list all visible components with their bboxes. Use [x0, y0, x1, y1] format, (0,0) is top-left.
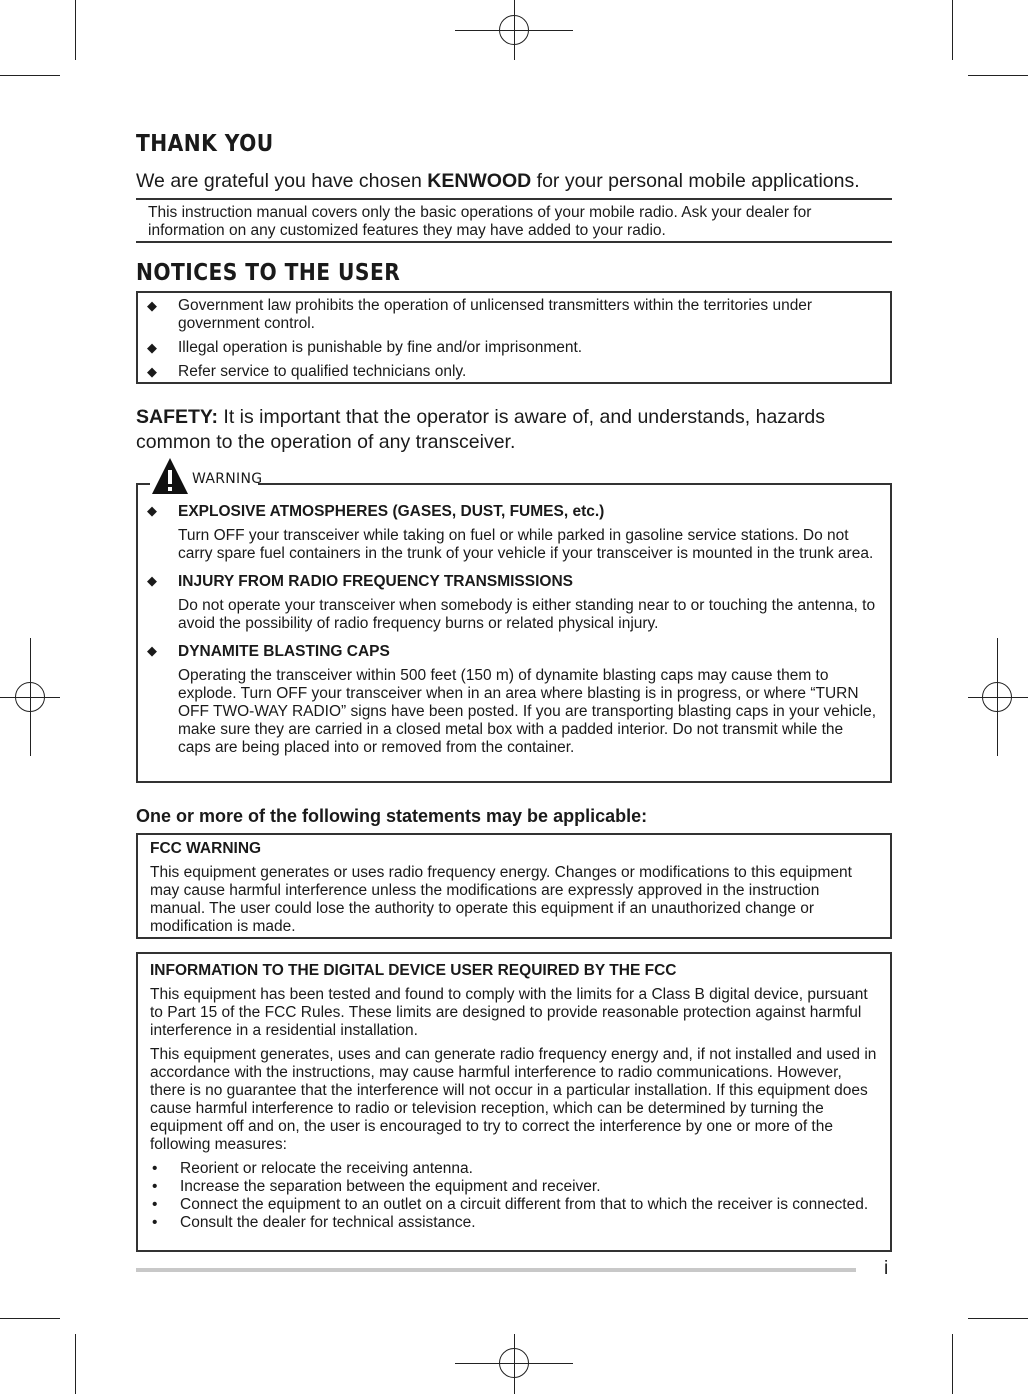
bullet-dot-icon: •: [152, 1178, 158, 1195]
fcc-info-box: [136, 952, 892, 1252]
diamond-bullet-icon: ◆: [147, 503, 157, 518]
warning-item-body: Do not operate your transceiver when somebody is either standing near to or touching the antenna, to avoid the possibility of radio frequency burns or related physical injury.: [178, 597, 876, 632]
bullet-dot-icon: •: [152, 1196, 158, 1213]
applicable-heading: One or more of the following statements may be applicable:: [136, 806, 648, 826]
warning-item-body: Turn OFF your transceiver while taking on fuel or while parked in gasoline service stations. Do not carry spare fuel containers in the trunk of your vehicle if your transceiver is mounted in the trunk area.: [178, 527, 874, 562]
measure-text: Reorient or relocate the receiving antenna.: [180, 1160, 473, 1177]
notice-text: Refer service to qualified technicians only.: [178, 363, 467, 380]
list-item: [138, 363, 878, 381]
manual-scope-text: This instruction manual covers only the basic operations of your mobile radio. Ask your dealer for information on any customized features they may have added to your radio.: [148, 204, 812, 239]
notice-text: Illegal operation is punishable by fine and/or imprisonment.: [178, 339, 583, 356]
bullet-dot-icon: •: [152, 1214, 158, 1231]
warning-triangle-icon: [150, 456, 190, 496]
thank-you-heading: THANK YOU: [136, 131, 274, 157]
fcc-warning-box: [136, 833, 892, 939]
warning-item: [138, 643, 878, 757]
diamond-bullet-icon: ◆: [147, 298, 157, 313]
intro-text-after: for your personal mobile applications.: [531, 170, 860, 192]
warning-item-heading: DYNAMITE BLASTING CAPS: [178, 643, 390, 660]
notice-text: Government law prohibits the operation of unlicensed transmitters within the territories under government control.: [178, 297, 813, 332]
thank-you-intro: [136, 169, 860, 193]
fcc-warning-body: This equipment generates or uses radio frequency energy. Changes or modifications to this equipment may cause harmful interference unless the modifications are expressly approved in the instruction manual. The user could lose the authority to operate this equipment if an unauthorized change or modification is made.: [150, 864, 852, 935]
fcc-info-paragraph: This equipment has been tested and found to comply with the limits for a Class B digital device, pursuant to Part 15 of the FCC Rules. These limits are designed to provide reasonable protection against harmful interference in a residential installation.: [150, 986, 868, 1039]
safety-label: SAFETY:: [136, 406, 218, 428]
notices-box: [136, 291, 892, 384]
intro-text-before: We are grateful you have chosen: [136, 170, 428, 192]
measure-text: Connect the equipment to an outlet on a circuit different from that to which the receiver is connected.: [180, 1196, 869, 1213]
safety-text: It is important that the operator is aware of, and understands, hazards common to the operation of any transceiver.: [136, 406, 825, 453]
warning-item-heading: INJURY FROM RADIO FREQUENCY TRANSMISSIONS: [178, 573, 574, 590]
fcc-warning-title: FCC WARNING: [150, 840, 262, 857]
warning-box: [136, 483, 892, 783]
warning-item: [138, 573, 878, 633]
brand-name: KENWOOD: [427, 170, 532, 192]
fcc-info-title: INFORMATION TO THE DIGITAL DEVICE USER REQUIRED BY THE FCC: [150, 962, 677, 979]
safety-statement: [136, 405, 896, 455]
warning-item: [138, 503, 878, 563]
warning-badge-label: WARNING: [192, 471, 263, 487]
warning-badge: [150, 456, 263, 496]
notices-heading: NOTICES TO THE USER: [136, 260, 401, 286]
list-item: [138, 297, 878, 333]
diamond-bullet-icon: ◆: [147, 340, 157, 355]
measure-text: Increase the separation between the equipment and receiver.: [180, 1178, 601, 1195]
diamond-bullet-icon: ◆: [147, 643, 157, 658]
warning-item-body: Operating the transceiver within 500 feet (150 m) of dynamite blasting caps may cause them to explode. Turn OFF your transceiver when in an area where blasting is in progress, or where “TURN OFF TWO-WAY RADIO” signs have been posted. If you are transporting blasting caps in your vehicle, make sure they are carried in a closed metal box with a padded interior. Do not transmit while the caps are being placed into or removed from the container.: [178, 667, 877, 756]
list-item: [150, 1214, 878, 1232]
measure-text: Consult the dealer for technical assistance.: [180, 1214, 476, 1231]
manual-scope-note: [136, 198, 892, 243]
warning-item-heading: EXPLOSIVE ATMOSPHERES (GASES, DUST, FUMES, etc.): [178, 503, 605, 520]
bullet-dot-icon: •: [152, 1160, 158, 1177]
diamond-bullet-icon: ◆: [147, 364, 157, 379]
list-item: [150, 1160, 878, 1178]
page-number: i: [884, 1258, 889, 1279]
list-item: [150, 1196, 878, 1214]
footer-rule: [136, 1268, 856, 1272]
fcc-info-paragraph: This equipment generates, uses and can generate radio frequency energy and, if not installed and used in accordance with the instructions, may cause harmful interference to radio communications. However, there is no guarantee that the interference will not occur in a particular installation. If this equipment does cause harmful interference to radio or television reception, which can be determined by turning the equipment off and on, the user is encouraged to try to correct the interference by one or more of the following measures:: [150, 1046, 877, 1153]
list-item: [138, 339, 878, 357]
list-item: [150, 1178, 878, 1196]
diamond-bullet-icon: ◆: [147, 573, 157, 588]
